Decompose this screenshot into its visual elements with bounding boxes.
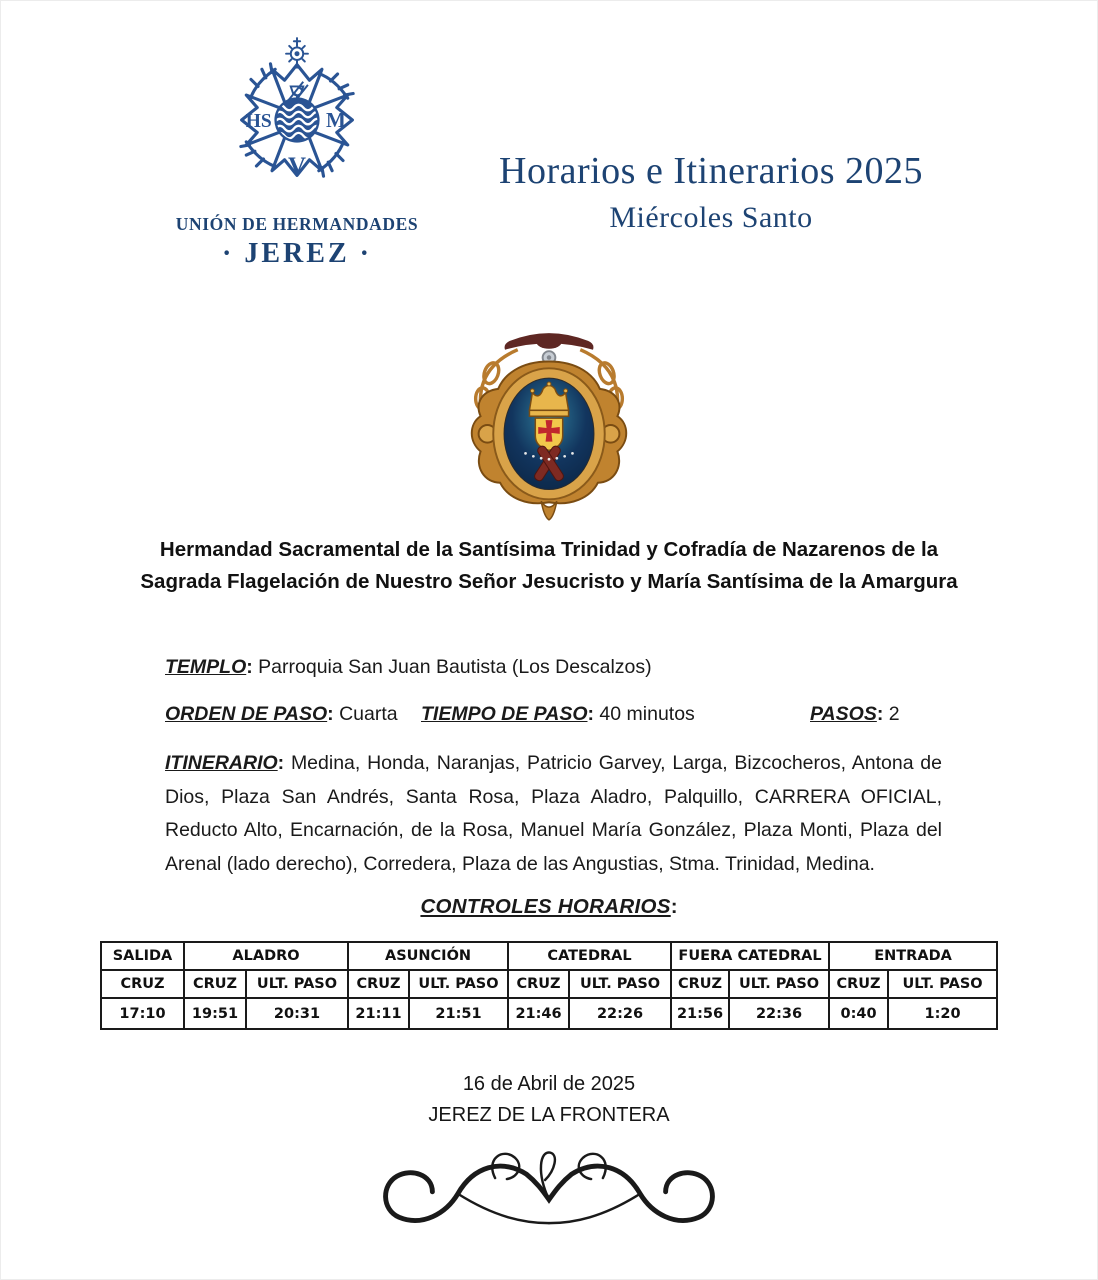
itinerario-paragraph: ITINERARIO: Medina, Honda, Naranjas, Patricio Garvey, Larga, Bizcocheros, Antona de Dios, Plaza San Andrés, Santa Rosa, Plaza Aladro, Palquillo, CARRERA OFICIAL, Reducto Alto, Encarnación, de la Rosa, Manuel María González, Plaza Monti, Plaza del Arenal (lado derecho), Corredera, Plaza de las Angustias, Stma. Trinidad, Medina. xyxy=(165,752,942,875)
time-fueracatedral-cruz: 21:56 xyxy=(671,998,729,1029)
group-asuncion: ASUNCIÓN xyxy=(348,942,508,970)
time-aladro-ultpaso: 20:31 xyxy=(246,998,348,1029)
details-section xyxy=(165,656,942,881)
tiempo-de-paso: TIEMPO DE PASO: 40 minutos xyxy=(421,703,695,725)
orden-de-paso: ORDEN DE PASO: Cuarta xyxy=(165,703,398,725)
time-entrada-cruz: 0:40 xyxy=(829,998,888,1029)
orden-value: Cuarta xyxy=(333,703,398,725)
time-salida-cruz: 17:10 xyxy=(101,998,184,1029)
table-group-header-row xyxy=(101,942,997,970)
table-values-row xyxy=(101,998,997,1029)
templo-colon: : xyxy=(246,656,253,678)
time-catedral-ultpaso: 22:26 xyxy=(569,998,671,1029)
page-title: Horarios e Itinerarios 2025 xyxy=(499,150,923,192)
itinerario-value: Medina, Honda, Naranjas, Patricio Garvey, Larga, Bizcocheros, Antona de Dios, Plaza San Andrés, Santa Rosa, Plaza Aladro, Palquillo, CARRERA OFICIAL, Reducto Alto, Encarnación, de la Rosa, Manuel María González, Plaza Monti, Plaza del Arenal (lado derecho), Corredera, Plaza de las Angustias, Stma. Trinidad, Medina. xyxy=(165,752,942,875)
page-subtitle: Miércoles Santo xyxy=(609,200,813,234)
controles-horarios-table xyxy=(100,941,998,1030)
pasos-label: PASOS xyxy=(810,703,877,725)
time-catedral-cruz: 21:46 xyxy=(508,998,569,1029)
footer-block xyxy=(0,1069,1098,1131)
footer-date: 16 de Abril de 2025 xyxy=(462,1073,636,1095)
paso-info-row xyxy=(165,703,942,729)
group-salida: SALIDA xyxy=(101,942,184,970)
templo-value: Parroquia San Juan Bautista (Los Descalzos) xyxy=(252,656,652,678)
hermandad-crest-icon xyxy=(461,328,637,524)
footer-city: JEREZ DE LA FRONTERA xyxy=(428,1104,670,1126)
time-aladro-cruz: 19:51 xyxy=(184,998,246,1029)
calligraphic-flourish-icon xyxy=(337,1133,761,1236)
orden-label: ORDEN DE PASO xyxy=(165,703,328,725)
union-hermandades-cross-icon xyxy=(219,36,375,204)
group-entrada: ENTRADA xyxy=(829,942,997,970)
group-catedral: CATEDRAL xyxy=(508,942,671,970)
templo-line xyxy=(165,656,942,679)
templo-label: TEMPLO xyxy=(165,656,247,678)
hermandad-name: Hermandad Sacramental de la Santísima Trinidad y Cofradía de Nazarenos de la Sagrada Flagelación de Nuestro Señor Jesucristo y María Santísima de la Amargura xyxy=(140,538,958,594)
svg-text:HS: HS xyxy=(245,111,272,133)
group-aladro: ALADRO xyxy=(184,942,348,970)
table-subheader-row: CRUZ CRUZ ULT. PASO CRUZ ULT. PASO CRUZ ULT. PASO CRUZ ULT. PASO CRUZ ULT. PASO xyxy=(101,970,997,998)
time-fueracatedral-ultpaso: 22:36 xyxy=(729,998,829,1029)
brand-org-name: UNIÓN DE HERMANDADES xyxy=(175,214,419,234)
tiempo-value: 40 minutos xyxy=(594,703,695,725)
svg-text:V: V xyxy=(287,152,307,180)
brand-city: · JEREZ · xyxy=(222,238,372,269)
tiempo-label: TIEMPO DE PASO xyxy=(421,703,588,725)
title-block xyxy=(471,150,951,235)
time-asuncion-ultpaso: 21:51 xyxy=(409,998,508,1029)
itinerario-label: ITINERARIO xyxy=(165,752,278,774)
time-entrada-ultpaso: 1:20 xyxy=(888,998,997,1029)
pasos: PASOS: 2 xyxy=(810,703,900,725)
group-fuera-catedral: FUERA CATEDRAL xyxy=(671,942,829,970)
pasos-value: 2 xyxy=(883,703,900,725)
brand-block xyxy=(168,36,426,270)
svg-text:M: M xyxy=(326,108,346,133)
controles-horarios-heading: CONTROLES HORARIOS: xyxy=(420,895,678,918)
time-asuncion-cruz: 21:11 xyxy=(348,998,409,1029)
